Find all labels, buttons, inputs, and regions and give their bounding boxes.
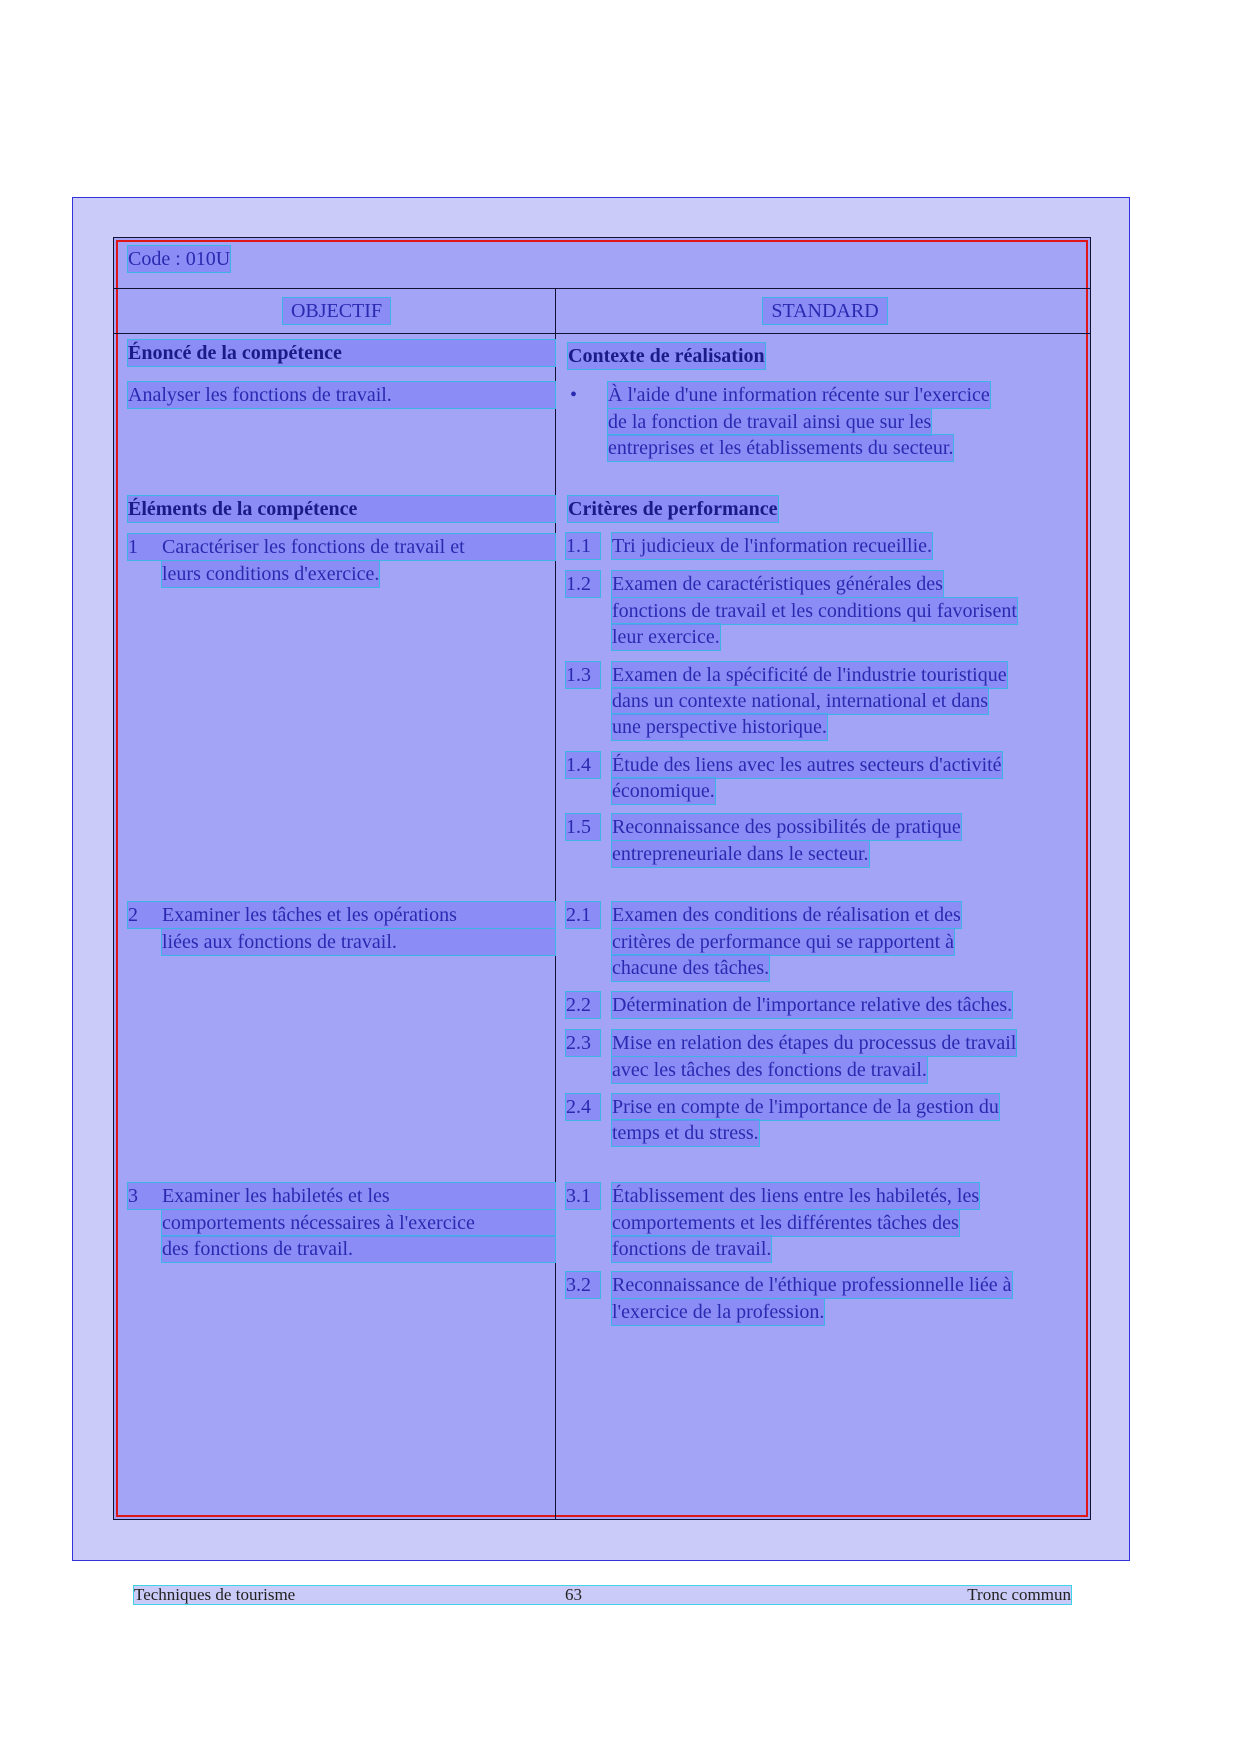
criteres-heading: Critères de performance xyxy=(568,498,778,520)
critere-number: 1.4 xyxy=(566,752,600,778)
element-line: Examiner les tâches et les opérations xyxy=(162,904,457,926)
critere-number: 2.3 xyxy=(566,1030,600,1056)
enonce-text: Analyser les fonctions de travail. xyxy=(128,382,555,408)
critere-number: 1.5 xyxy=(566,814,600,840)
element-line: liées aux fonctions de travail. xyxy=(162,929,555,955)
element-number: 1 xyxy=(128,536,138,558)
critere-line: entrepreneuriale dans le secteur. xyxy=(612,843,869,865)
critere-line: Établissement des liens entre les habiletés, les xyxy=(612,1185,980,1207)
critere-line: comportements et les différentes tâches des xyxy=(612,1212,959,1234)
contexte-line: entreprises et les établissements du secteur. xyxy=(608,437,954,459)
critere-line: fonctions de travail. xyxy=(612,1238,772,1260)
contexte-heading: Contexte de réalisation xyxy=(568,345,765,367)
contexte-line: À l'aide d'une information récente sur l'exercice xyxy=(608,384,990,406)
critere-line: Examen des conditions de réalisation et des xyxy=(612,904,961,926)
critere-line: Examen de la spécificité de l'industrie touristique xyxy=(612,664,1007,686)
critere-line: Prise en compte de l'importance de la gestion du xyxy=(612,1096,999,1118)
critere-line: une perspective historique. xyxy=(612,716,827,738)
critere-line: critères de performance qui se rapportent à xyxy=(612,931,955,953)
element-number: 2 xyxy=(128,904,138,926)
element-line: Caractériser les fonctions de travail et xyxy=(162,536,465,558)
critere-number: 1.2 xyxy=(566,571,600,597)
critere-number: 3.2 xyxy=(566,1272,600,1298)
critere-number: 2.1 xyxy=(566,902,600,928)
critere-number: 1.1 xyxy=(566,533,600,559)
standard-header: STANDARD xyxy=(763,298,887,324)
critere-number: 2.2 xyxy=(566,992,600,1018)
critere-line: Étude des liens avec les autres secteurs d'activité xyxy=(612,754,1002,776)
elements-heading: Éléments de la compétence xyxy=(128,496,555,522)
critere-line: Mise en relation des étapes du processus de travail xyxy=(612,1032,1017,1054)
critere-line: chacune des tâches. xyxy=(612,957,770,979)
element-line: des fonctions de travail. xyxy=(162,1236,555,1262)
critere-line: avec les tâches des fonctions de travail. xyxy=(612,1059,927,1081)
element-line: leurs conditions d'exercice. xyxy=(162,563,380,585)
footer-left: Techniques de tourisme xyxy=(134,1585,296,1604)
critere-line: Reconnaissance des possibilités de pratique xyxy=(612,816,961,838)
critere-number: 3.1 xyxy=(566,1183,600,1209)
footer-right: Tronc commun xyxy=(967,1585,1071,1604)
critere-line: Reconnaissance de l'éthique professionnelle liée à xyxy=(612,1274,1012,1296)
page-footer xyxy=(134,1586,1071,1604)
code-label: Code : 010U xyxy=(128,248,231,270)
critere-line: dans un contexte national, international et dans xyxy=(612,690,988,712)
header-row-divider xyxy=(113,333,1091,334)
critere-line: économique. xyxy=(612,780,715,802)
critere-line: Examen de caractéristiques générales des xyxy=(612,573,943,595)
critere-line: Tri judicieux de l'information recueillie. xyxy=(612,535,933,557)
code-row-divider xyxy=(113,288,1091,289)
critere-line: l'exercice de la profession. xyxy=(612,1301,825,1323)
contexte-line: de la fonction de travail ainsi que sur les xyxy=(608,411,932,433)
critere-line: temps et du stress. xyxy=(612,1122,759,1144)
critere-line: leur exercice. xyxy=(612,626,720,648)
critere-number: 1.3 xyxy=(566,662,600,688)
critere-number: 2.4 xyxy=(566,1094,600,1120)
competency-table xyxy=(113,237,1091,1520)
critere-line: fonctions de travail et les conditions qui favorisent xyxy=(612,600,1017,622)
element-line: comportements nécessaires à l'exercice xyxy=(162,1210,555,1236)
critere-line: Détermination de l'importance relative des tâches. xyxy=(612,994,1013,1016)
enonce-heading: Énoncé de la compétence xyxy=(128,340,555,366)
page-number: 63 xyxy=(565,1585,582,1604)
element-number: 3 xyxy=(128,1185,138,1207)
contexte-bullet: • xyxy=(570,384,578,406)
objectif-header: OBJECTIF xyxy=(283,298,390,324)
column-divider xyxy=(555,288,556,1520)
element-line: Examiner les habiletés et les xyxy=(162,1185,390,1207)
